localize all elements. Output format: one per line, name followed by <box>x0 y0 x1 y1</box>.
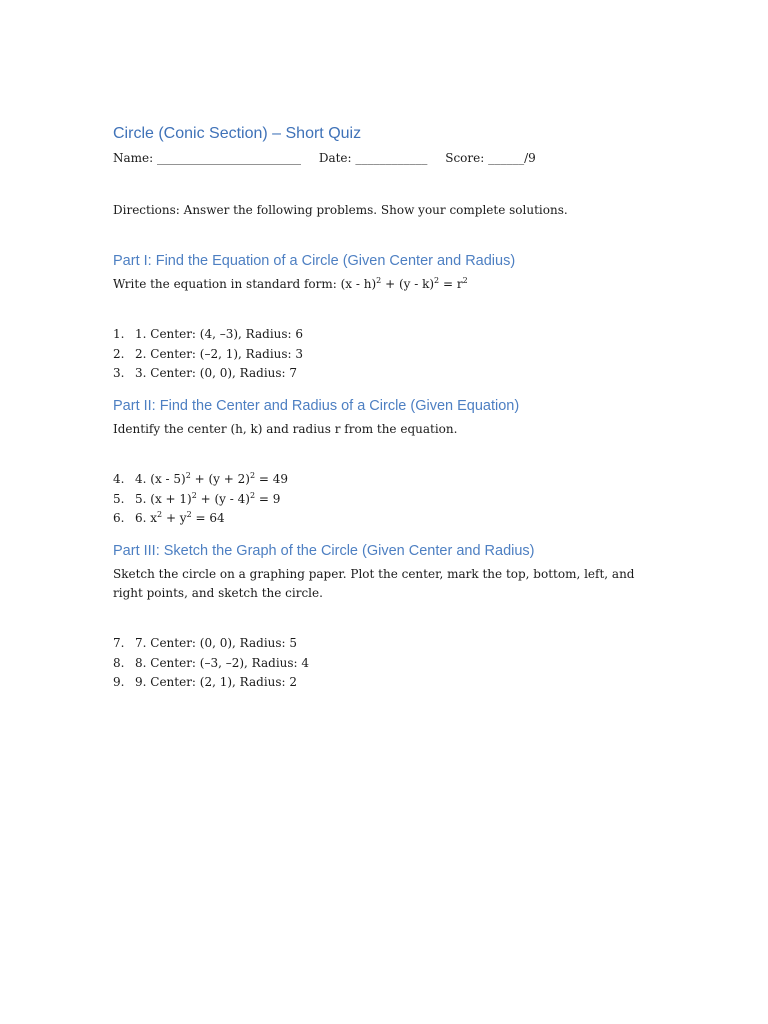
list-item <box>113 654 309 674</box>
score-field: Score: ______/9 <box>445 151 536 165</box>
problem-number: 4. <box>113 472 125 486</box>
problem-number: 5. <box>113 491 125 506</box>
quiz-title: Circle (Conic Section) – Short Quiz <box>113 125 362 142</box>
list-item <box>113 345 303 365</box>
problem-text: 2. Center: (–2, 1), Radius: 3 <box>135 346 304 361</box>
date-field: Date: ____________ <box>318 151 428 165</box>
list-item <box>113 325 303 345</box>
name-field: Name: ________________________ <box>113 151 301 165</box>
part-3-instruction: Sketch the circle on a graphing paper. Plot the center, mark the top, bottom, left, and right points, and sketch the circle. <box>113 567 635 600</box>
list-item <box>113 490 288 510</box>
part-1-instruction: Write the equation in standard form: $(x - h)^2 + (y - k)^2 = r^2$ <box>113 276 468 291</box>
part-2-instruction: Identify the center (h, k) and radius r from the equation. <box>113 422 458 436</box>
problem-number: 1. <box>113 327 125 341</box>
problem-number: 8. <box>113 655 125 670</box>
problem-text: 3. Center: (0, 0), Radius: 7 <box>135 366 298 380</box>
problem-number: 2. <box>113 346 125 361</box>
part-3-heading: Part III: Sketch the Graph of the Circle (Given Center and Radius) <box>113 543 535 559</box>
part-1-problem-list <box>113 325 303 384</box>
student-info-line <box>113 151 536 165</box>
part-2-problem-list <box>113 470 288 529</box>
directions-text: Directions: Answer the following problems. Show your complete solutions. <box>113 203 568 217</box>
problem-text: 5. $(x + 1)^2 + (y - 4)^2 = 9$ <box>135 490 281 506</box>
problem-text: 8. Center: (–3, –2), Radius: 4 <box>135 655 310 670</box>
part-1-heading: Part I: Find the Equation of a Circle (Given Center and Radius) <box>113 253 516 269</box>
problem-number: 9. <box>113 675 125 689</box>
list-item <box>113 509 288 529</box>
problem-text: 1. Center: (4, –3), Radius: 6 <box>135 327 304 341</box>
list-item <box>113 470 288 490</box>
problem-text: 7. Center: (0, 0), Radius: 5 <box>135 636 298 650</box>
problem-number: 6. <box>113 511 125 525</box>
problem-number: 3. <box>113 366 125 380</box>
problem-number: 7. <box>113 636 125 650</box>
problem-text: 4. $(x - 5)^2 + (y + 2)^2 = 49$ <box>135 471 289 486</box>
problem-text: 6. $x^2 + y^2 = 64$ <box>135 510 225 525</box>
part-2-heading: Part II: Find the Center and Radius of a Circle (Given Equation) <box>113 398 520 414</box>
list-item <box>113 634 309 654</box>
problem-text: 9. Center: (2, 1), Radius: 2 <box>135 675 298 689</box>
part-3-problem-list <box>113 634 309 693</box>
list-item <box>113 673 309 693</box>
list-item <box>113 364 303 384</box>
